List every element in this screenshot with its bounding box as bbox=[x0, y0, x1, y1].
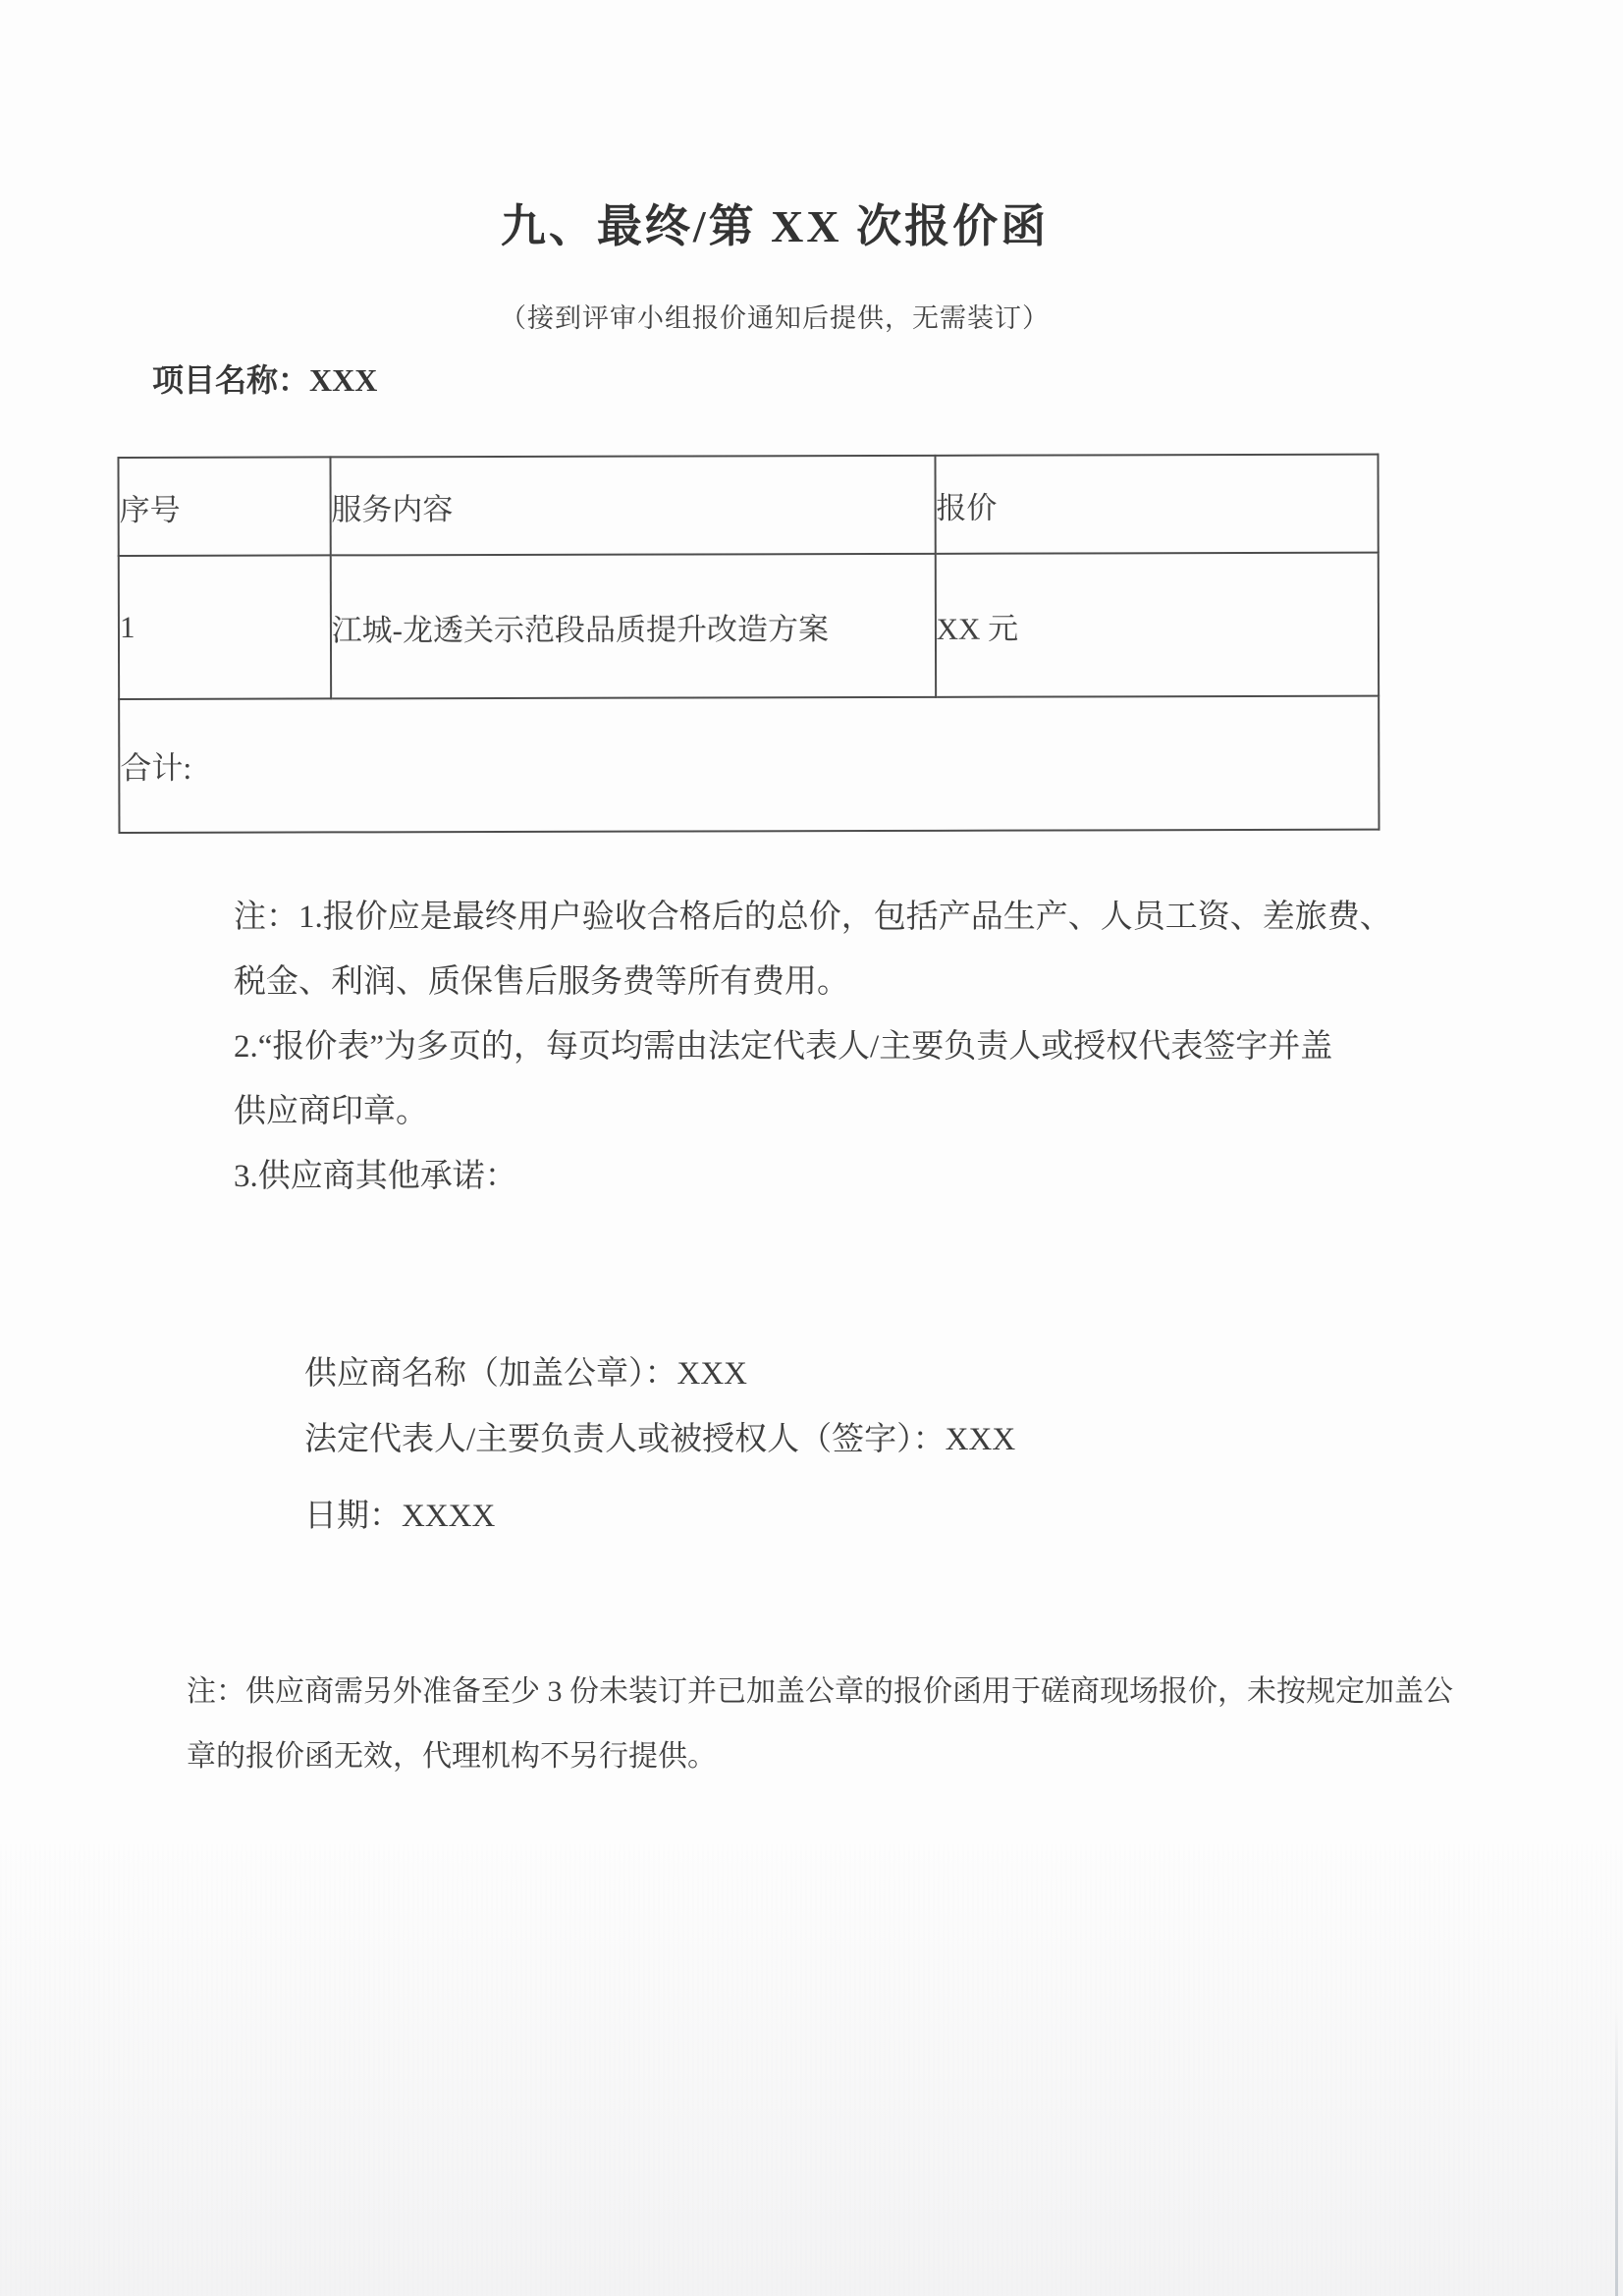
table-header-row bbox=[118, 455, 1378, 556]
column-header-index: 序号 bbox=[118, 457, 330, 556]
column-header-service: 服务内容 bbox=[330, 456, 935, 556]
footer-note-line-1: 注：供应商需另外准备至少 3 份未装订并已加盖公章的报价函用于磋商现场报价，未按规定加盖公 bbox=[187, 1675, 1453, 1708]
note-line-3: 2.“报价表”为多页的，每页均需由法定代表人/主要负责人或授权代表签字并盖 bbox=[234, 1029, 1333, 1065]
signature-block bbox=[304, 1341, 1015, 1550]
date-line: 日期：XXXX bbox=[304, 1499, 496, 1534]
table-row bbox=[119, 553, 1379, 699]
notes-block bbox=[234, 885, 1441, 1209]
footer-note-block bbox=[187, 1660, 1453, 1789]
document-content bbox=[118, 0, 1453, 2296]
cell-row-index: 1 bbox=[119, 555, 331, 699]
table-total-row bbox=[119, 696, 1379, 833]
page-subtitle: （接到评审小组报价通知后提供，无需装订） bbox=[500, 303, 1050, 333]
note-line-1: 注：1.报价应是最终用户验收合格后的总价，包括产品生产、人员工资、差旅费、 bbox=[234, 900, 1392, 935]
legal-representative-line: 法定代表人/主要负责人或被授权人（签字）：XXX bbox=[304, 1422, 1016, 1457]
footer-note-line-2: 章的报价函无效，代理机构不另行提供。 bbox=[187, 1740, 717, 1773]
note-line-2: 税金、利润、质保售后服务费等所有费用。 bbox=[234, 964, 849, 1000]
cell-service-content: 江城-龙透关示范段品质提升改造方案 bbox=[330, 554, 935, 699]
supplier-name-line: 供应商名称（加盖公章）：XXX bbox=[304, 1356, 747, 1392]
column-header-price: 报价 bbox=[935, 455, 1379, 554]
quotation-table bbox=[117, 454, 1380, 834]
project-name-label: 项目名称：XXX bbox=[152, 362, 378, 398]
cell-total-label: 合计: bbox=[119, 696, 1379, 833]
note-line-4: 供应商印章。 bbox=[234, 1094, 428, 1129]
note-line-5: 3.供应商其他承诺： bbox=[234, 1159, 517, 1194]
scan-edge-line bbox=[1615, 2011, 1618, 2296]
cell-price-value: XX 元 bbox=[935, 553, 1379, 697]
page-title: 九、最终/第 XX 次报价函 bbox=[500, 201, 1050, 251]
